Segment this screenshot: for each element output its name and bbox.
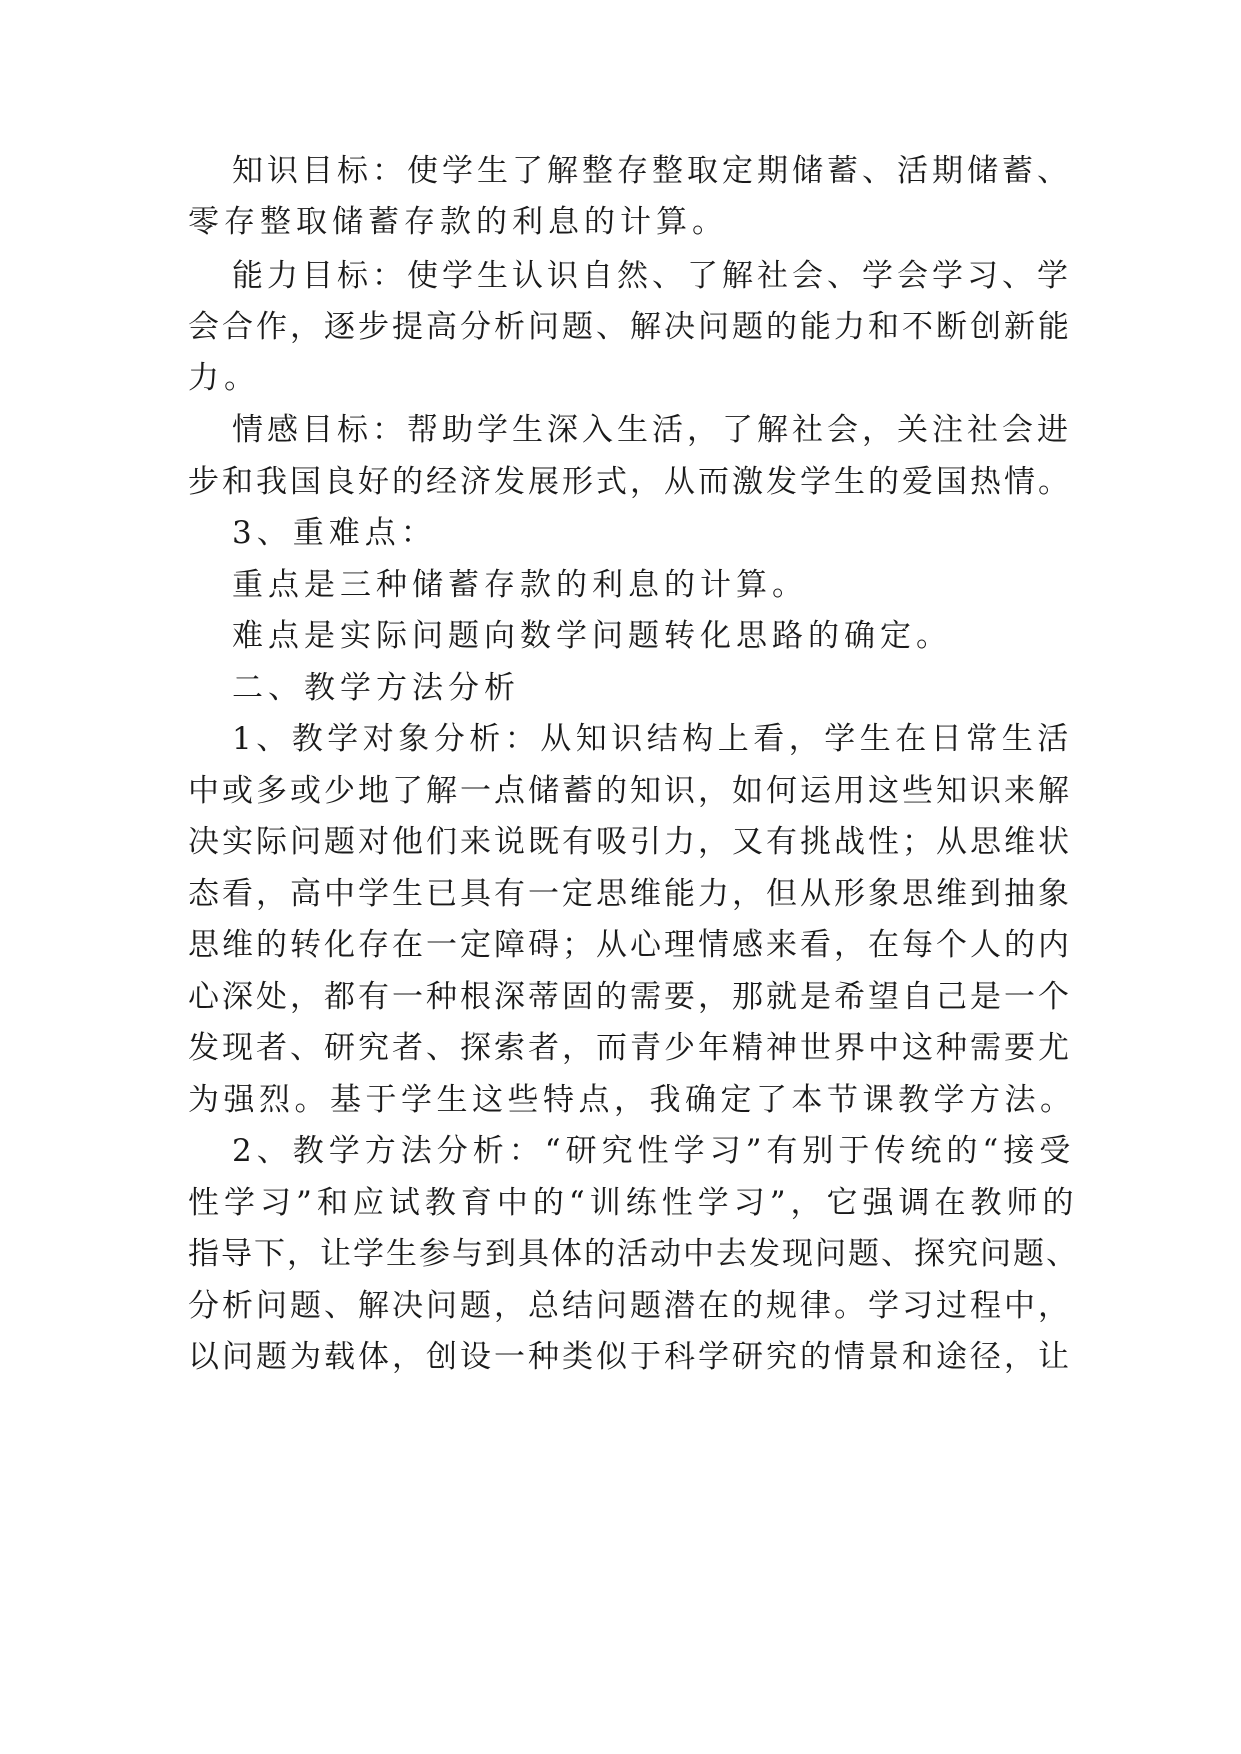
paragraph-line: 1、教学对象分析：从知识结构上看，学生在日常生活 [232, 721, 1073, 757]
paragraph-line: 心深处，都有一种根深蒂固的需要，那就是希望自己是一个 [188, 979, 1072, 1015]
paragraph-line: 为强烈。基于学生这些特点，我确定了本节课教学方法。 [188, 1082, 1076, 1118]
paragraph-line: 决实际问题对他们来说既有吸引力，又有挑战性；从思维状 [188, 824, 1072, 860]
paragraph-line: 态看，高中学生已具有一定思维能力，但从形象思维到抽象 [188, 876, 1072, 912]
paragraph-line: 零存整取储蓄存款的利息的计算。 [188, 204, 728, 240]
paragraph-line: 发现者、研究者、探索者，而青少年精神世界中这种需要尤 [188, 1030, 1072, 1066]
paragraph-line: 难点是实际问题向数学问题转化思路的确定。 [232, 618, 952, 654]
section-heading: 二、教学方法分析 [232, 670, 520, 706]
paragraph-line: 思维的转化存在一定障碍；从心理情感来看，在每个人的内 [188, 927, 1072, 963]
paragraph-line: 会合作，逐步提高分析问题、解决问题的能力和不断创新能 [188, 309, 1072, 345]
paragraph-line: 以问题为载体，创设一种类似于科学研究的情景和途径，让 [188, 1339, 1072, 1375]
paragraph-line: 2、教学方法分析：“研究性学习”有别于传统的“接受 [232, 1133, 1076, 1169]
paragraph-line: 力。 [188, 360, 260, 396]
paragraph-line: 重点是三种储蓄存款的利息的计算。 [232, 567, 808, 603]
paragraph-line: 性学习”和应试教育中的“训练性学习”，它强调在教师的 [188, 1185, 1079, 1221]
paragraph-line: 步和我国良好的经济发展形式，从而激发学生的爱国热情。 [188, 464, 1072, 500]
paragraph-line: 情感目标：帮助学生深入生活，了解社会，关注社会进 [232, 412, 1072, 448]
paragraph-line: 中或多或少地了解一点储蓄的知识，如何运用这些知识来解 [188, 773, 1072, 809]
paragraph-line: 分析问题、解决问题，总结问题潜在的规律。学习过程中， [188, 1288, 1072, 1324]
paragraph-line: 指导下，让学生参与到具体的活动中去发现问题、探究问题、 [188, 1236, 1079, 1272]
paragraph-line: 知识目标：使学生了解整存整取定期储蓄、活期储蓄、 [232, 153, 1072, 189]
paragraph-line: 能力目标：使学生认识自然、了解社会、学会学习、学 [232, 258, 1072, 294]
section-heading: 3、重难点： [232, 515, 437, 551]
